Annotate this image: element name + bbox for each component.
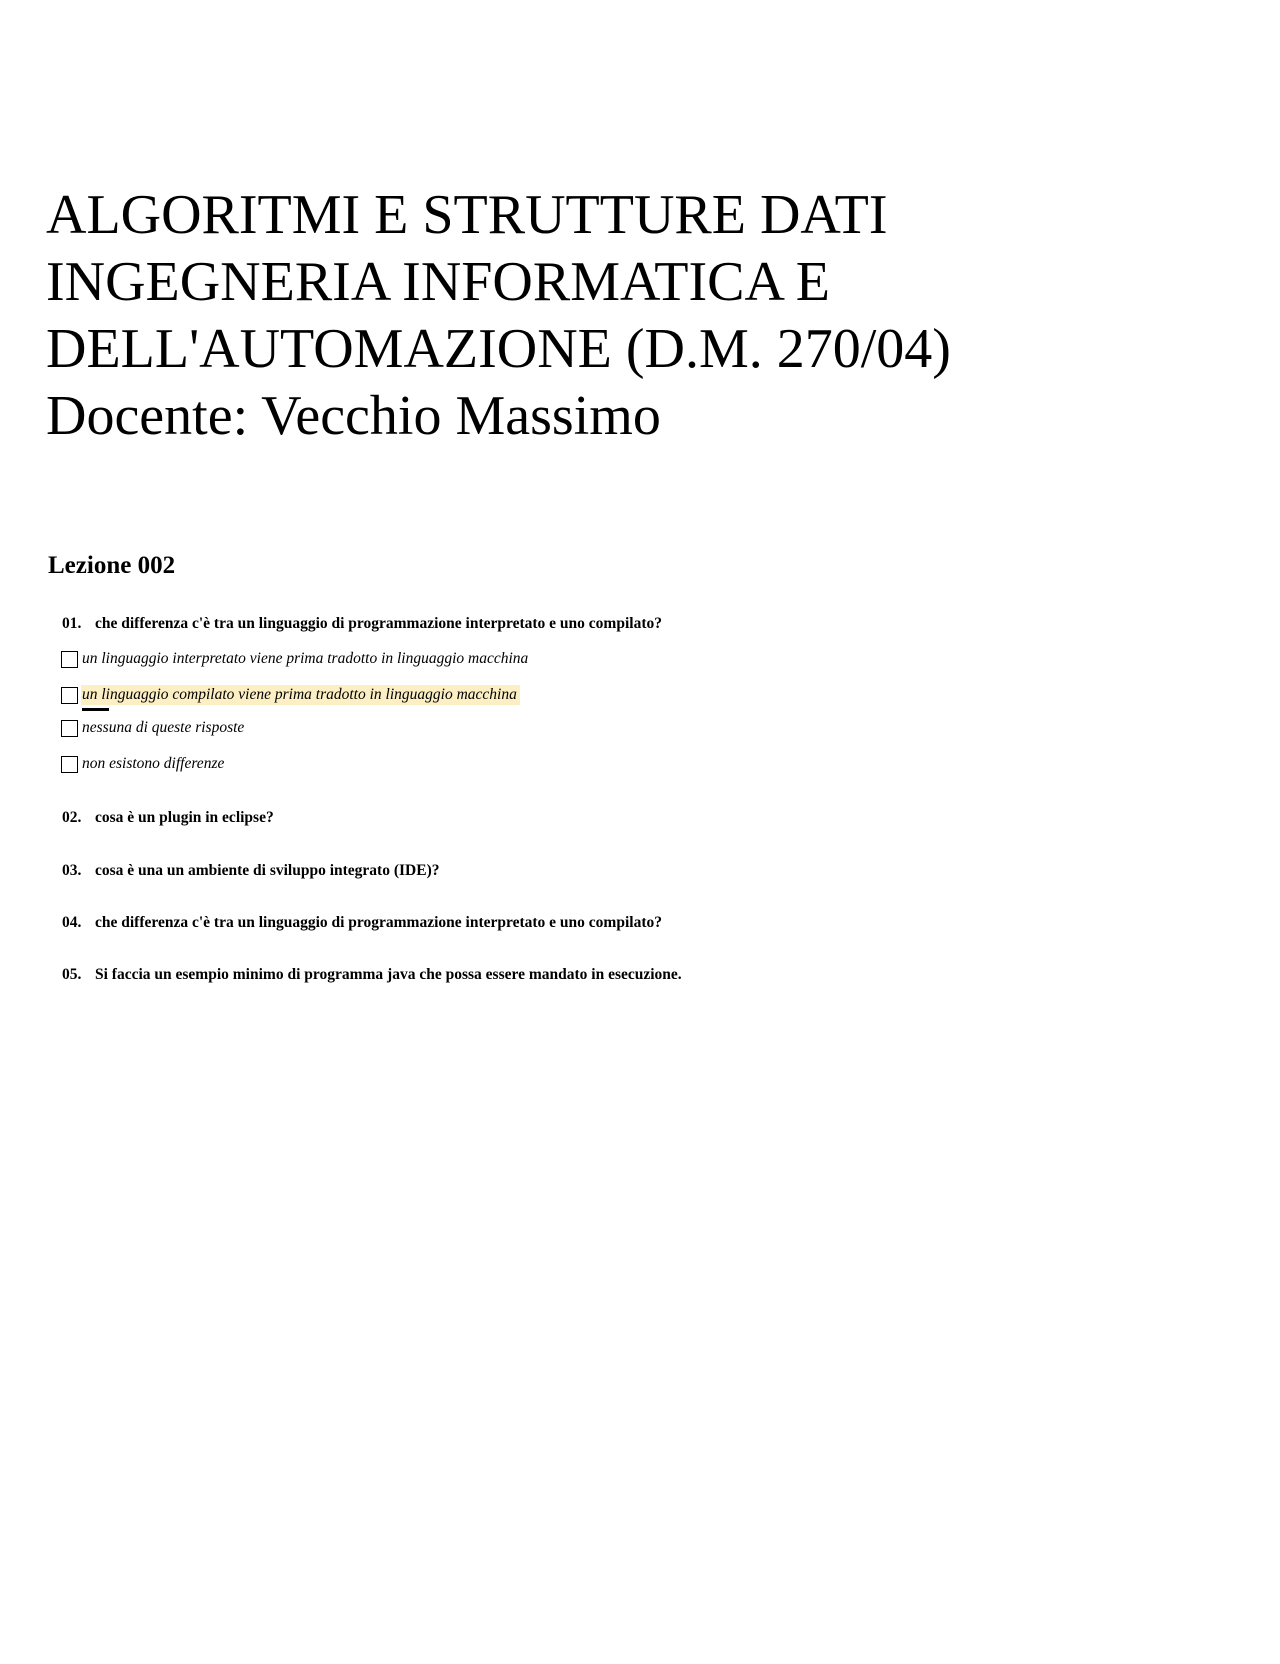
- course-title-line: DELL'AUTOMAZIONE (D.M. 270/04): [46, 318, 951, 380]
- question-4: [62, 913, 662, 933]
- lesson-heading: Lezione 002: [48, 552, 176, 579]
- answer-text: nessuna di queste risposte: [82, 719, 245, 736]
- answer-text: un linguaggio compilato viene prima tradotto in linguaggio macchina: [82, 686, 517, 703]
- question-number: 04.: [62, 914, 82, 931]
- question-number: 02.: [62, 809, 82, 826]
- checkbox[interactable]: [61, 720, 78, 737]
- course-title-line: ALGORITMI E STRUTTURE DATI: [46, 184, 888, 246]
- highlighted-answer-text: [81, 685, 520, 705]
- answer-option-1[interactable]: [61, 648, 531, 670]
- question-text: Si faccia un esempio minimo di programma java che possa essere mandato in esecuzione.: [95, 966, 682, 983]
- question-1: [62, 614, 662, 634]
- answer-text: non esistono differenze: [82, 755, 225, 772]
- question-text: cosa è una un ambiente di sviluppo integrato (IDE)?: [95, 862, 440, 879]
- question-5: [62, 965, 682, 985]
- checkbox[interactable]: [61, 687, 78, 704]
- course-title-line: INGEGNERIA INFORMATICA E: [46, 251, 830, 313]
- question-text: che differenza c'è tra un linguaggio di programmazione interpretato e uno compilato?: [95, 914, 662, 931]
- answer-option-3[interactable]: [61, 717, 247, 739]
- question-number: 05.: [62, 966, 82, 983]
- answer-option-2[interactable]: [61, 684, 520, 706]
- question-text: cosa è un plugin in eclipse?: [95, 809, 274, 826]
- question-number: 03.: [62, 862, 82, 879]
- question-3: [62, 861, 439, 881]
- checkbox[interactable]: [61, 756, 78, 773]
- question-2: [62, 808, 274, 828]
- answer-text: un linguaggio interpretato viene prima tradotto in linguaggio macchina: [82, 650, 529, 667]
- underline-mark: [82, 708, 109, 711]
- answer-option-4[interactable]: [61, 753, 227, 775]
- question-number: 01.: [62, 615, 82, 632]
- course-header: [46, 182, 1226, 450]
- checkbox[interactable]: [61, 651, 78, 668]
- question-text: che differenza c'è tra un linguaggio di programmazione interpretato e uno compilato?: [95, 615, 662, 632]
- teacher-line: Docente: Vecchio Massimo: [46, 385, 661, 447]
